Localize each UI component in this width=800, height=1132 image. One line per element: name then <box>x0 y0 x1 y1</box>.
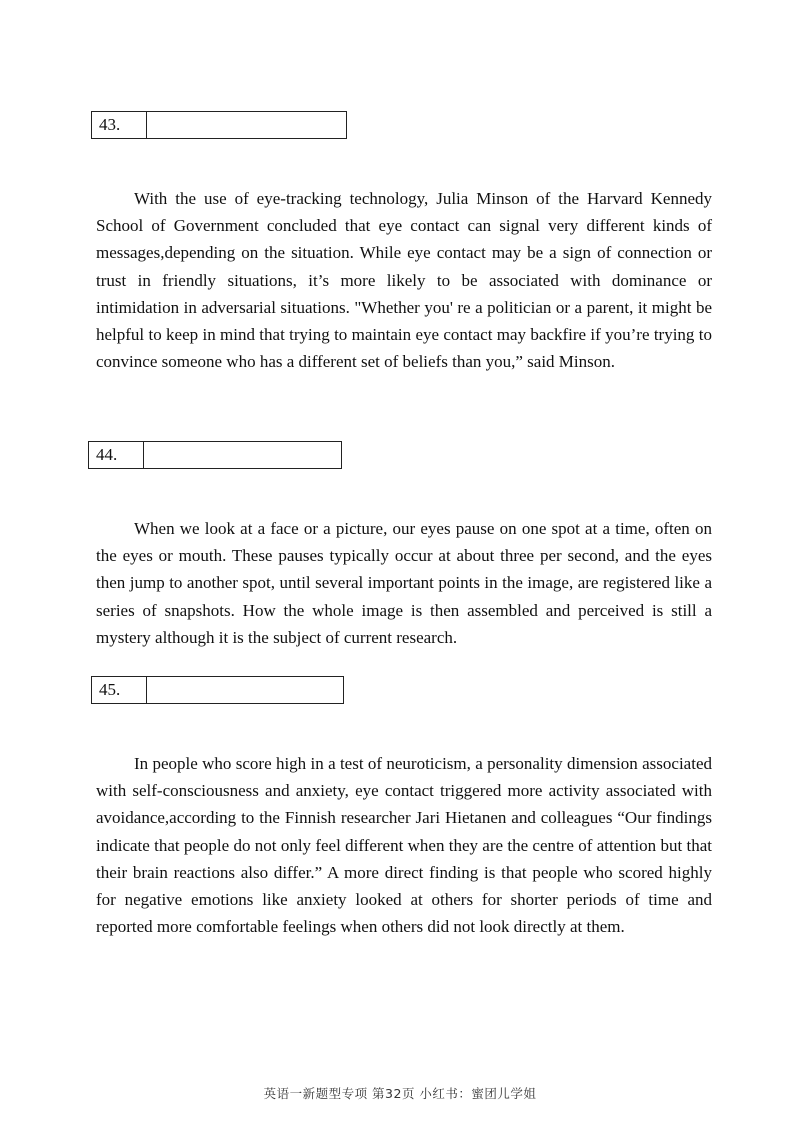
answer-blank[interactable] <box>147 677 343 703</box>
page-footer: 英语一新题型专项 第32页 小红书：蜜团儿学姐 <box>263 1086 537 1101</box>
paragraph-eye-pauses: When we look at a face or a picture, our eyes pause on one spot at a time, often on the eyes or mouth. These pauses typically occur at about three per second, and the eyes then jump to another spot, until several important points in the image, are registered like a series of snapshots. How the whole image is then assembled and perceived is still a mystery although it is the subject of current research. <box>96 519 712 647</box>
question-number: 43. <box>92 112 147 138</box>
question-number: 44. <box>89 442 144 468</box>
answer-blank[interactable] <box>144 442 341 468</box>
paragraph-neuroticism: In people who score high in a test of neuroticism, a personality dimension associated with self-consciousness and anxiety, eye contact triggered more activity associated with avoidance,according to the Finnish researcher Jari Hietanen and colleagues “Our findings indicate that people do not only feel different when they are the centre of attention but that their brain reactions also differ.” A more direct finding is that people who scored highly for negative emotions like anxiety looked at others for shorter periods of time and reported more comfortable feelings when others did not look directly at them. <box>96 754 712 937</box>
answer-box-43[interactable] <box>91 111 347 139</box>
question-number: 45. <box>92 677 147 703</box>
answer-box-45[interactable] <box>91 676 344 704</box>
paragraph-eye-contact-messages: With the use of eye-tracking technology, Julia Minson of the Harvard Kennedy School of Government concluded that eye contact can signal very different kinds of messages,depending on the situation. While eye contact may be a sign of connection or trust in friendly situations, it’s more likely to be associated with dominance or intimidation in adversarial situations. "Whether you' re a politician or a parent, it might be helpful to keep in mind that trying to maintain eye contact may backfire if you’re trying to convince someone who has a different set of beliefs than you,” said Minson. <box>96 189 712 372</box>
answer-box-44[interactable] <box>88 441 342 469</box>
answer-blank[interactable] <box>147 112 346 138</box>
